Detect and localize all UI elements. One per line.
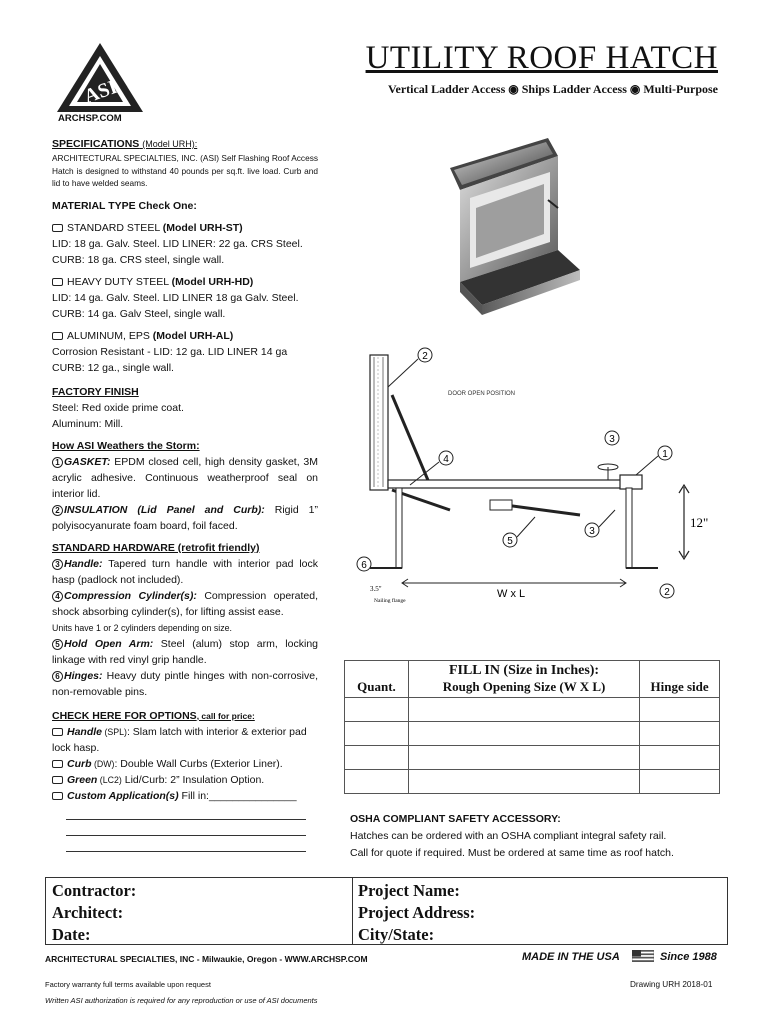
nailing-flange-label: Nailing flange (374, 598, 406, 604)
wxl-dim: W x L (497, 588, 526, 600)
checkbox[interactable] (52, 224, 63, 232)
hardware-item-arm: 5 Hold Open Arm: Steel (alum) stop arm, locking linkage with red vinyl grip handle. (52, 637, 318, 666)
callout-6: 6 (361, 560, 367, 571)
project-info-box (45, 877, 728, 945)
option-custom[interactable]: Custom Application(s) Fill in:_______________ (52, 788, 318, 804)
quant-cell[interactable] (345, 722, 409, 746)
checkbox[interactable] (52, 776, 63, 784)
material-option-aluminum[interactable]: ALUMINUM, EPS (Model URH-AL) (52, 328, 318, 344)
quant-cell[interactable] (345, 770, 409, 794)
drawing-number: Drawing URH 2018-01 (630, 980, 713, 989)
callout-3-lower: 3 (589, 526, 595, 537)
architect-label[interactable]: Architect: (52, 903, 124, 922)
material-option-line: Corrosion Resistant - LID: 12 ga. LID LINER 14 ga (52, 345, 288, 358)
custom-fill-line[interactable] (66, 804, 306, 820)
checkbox[interactable] (52, 278, 63, 286)
option-curb[interactable]: Curb (DW): Double Wall Curbs (Exterior Liner). (52, 756, 318, 772)
checkbox[interactable] (52, 760, 63, 768)
us-flag-icon (632, 950, 654, 962)
checkbox[interactable] (52, 332, 63, 340)
col-hinge: Hinge side (640, 661, 720, 698)
finish-line: Steel: Red oxide prime coat. (52, 401, 184, 414)
finish-line: Aluminum: Mill. (52, 417, 124, 430)
hardware-heading: STANDARD HARDWARE (retrofit friendly) (52, 541, 260, 554)
material-option-line: CURB: 12 ga., single wall. (52, 361, 174, 374)
checkbox[interactable] (52, 792, 63, 800)
date-label[interactable]: Date: (52, 925, 91, 944)
callout-1: 1 (662, 449, 668, 460)
option-green[interactable]: Green (LC2) Lid/Curb: 2” Insulation Option. (52, 772, 318, 788)
page-subtitle: Vertical Ladder Access ◉ Ships Ladder Access ◉ Multi-Purpose (387, 82, 718, 96)
specifications-heading: SPECIFICATIONS (Model URH): (52, 138, 198, 150)
size-cell[interactable] (408, 722, 639, 746)
safety-line: Hatches can be ordered with an OSHA compliant integral safety rail. (350, 830, 667, 842)
logo-text: ASI (81, 75, 121, 108)
section-diagram (340, 335, 740, 610)
col-quant: Quant. (345, 661, 409, 698)
table-row (345, 698, 720, 722)
callout-2-bottom: 2 (664, 587, 670, 598)
hinge-cell[interactable] (640, 746, 720, 770)
callout-3: 3 (609, 434, 615, 445)
table-row (345, 770, 720, 794)
asi-logo (55, 40, 145, 115)
size-cell[interactable] (408, 770, 639, 794)
material-option-line: LID: 18 ga. Galv. Steel. LID LINER: 22 ga. CRS Steel. (52, 237, 303, 250)
material-option-line: LID: 14 ga. Galv. Steel. LID LINER 18 ga Galv. Steel. (52, 291, 299, 304)
door-open-label: DOOR OPEN POSITION (448, 391, 516, 397)
material-heading: MATERIAL TYPE Check One: (52, 199, 197, 212)
contractor-label[interactable]: Contractor: (52, 881, 137, 900)
weathers-heading: How ASI Weathers the Storm: (52, 439, 200, 452)
quant-cell[interactable] (345, 698, 409, 722)
safety-heading: OSHA COMPLIANT SAFETY ACCESSORY: (350, 813, 561, 825)
table-row (345, 722, 720, 746)
options-heading: CHECK HERE FOR OPTIONS, call for price: (52, 709, 255, 722)
col-size-label: Rough Opening Size (W X L) (442, 679, 606, 694)
size-cell[interactable] (408, 698, 639, 722)
material-option-heavy-duty[interactable]: HEAVY DUTY STEEL (Model URH-HD) (52, 274, 318, 290)
company-line: ARCHITECTURAL SPECIALTIES, INC - Milwaukie, Oregon - WWW.ARCHSP.COM (45, 954, 368, 964)
city-state-label[interactable]: City/State: (358, 925, 435, 944)
size-cell[interactable] (408, 746, 639, 770)
table-row (345, 746, 720, 770)
specifications-text: ARCHITECTURAL SPECIALTIES, INC. (ASI) Self Flashing Roof Access Hatch is designed to withstand 40 pounds per sq.ft. live load. Curb and lid to have welded seams. (52, 153, 318, 189)
custom-fill-line[interactable] (66, 820, 306, 836)
material-option-line: CURB: 14 ga. Galv Steel, single wall. (52, 307, 226, 320)
material-option-standard[interactable]: STANDARD STEEL (Model URH-ST) (52, 220, 318, 236)
height-dim: 12" (690, 515, 709, 530)
checkbox[interactable] (52, 728, 63, 736)
project-address-label[interactable]: Project Address: (358, 903, 476, 922)
callout-4: 4 (443, 454, 449, 465)
hardware-item-handle: 3 Handle: Tapered turn handle with interior pad lock hasp (padlock not included). (52, 557, 318, 586)
fill-in-heading: FILL IN (Size in Inches): (448, 663, 600, 678)
warranty-note: Factory warranty full terms available upon request (45, 980, 211, 989)
made-in-usa: MADE IN THE USA (522, 951, 620, 963)
flange-dim: 3.5" (370, 585, 382, 593)
hardware-item-cylinder: 4 Compression Cylinder(s): Compression operated, shock absorbing cylinder(s), for lifting assist ease. (52, 589, 319, 618)
hardware-item-hinges: 6 Hinges: Heavy duty pintle hinges with non-corrosive, non-removable pins. (52, 669, 318, 698)
hardware-note: Units have 1 or 2 cylinders depending on size. (52, 622, 232, 633)
authorization-note: Written ASI authorization is required for any reproduction or use of ASI documents (45, 996, 318, 1005)
logo-url[interactable]: ARCHSP.COM (58, 113, 122, 124)
custom-fill-line[interactable] (66, 836, 306, 852)
callout-2: 2 (422, 351, 428, 362)
quant-cell[interactable] (345, 746, 409, 770)
weathers-item-insulation: 2 INSULATION (Lid Panel and Curb): Rigid 1” polyisocyanurate foam board, foil faced. (52, 503, 318, 532)
safety-line: Call for quote if required. Must be ordered at same time as roof hatch. (350, 847, 674, 859)
project-name-label[interactable]: Project Name: (358, 881, 460, 900)
hinge-cell[interactable] (640, 698, 720, 722)
callout-5: 5 (507, 536, 513, 547)
finish-heading: FACTORY FINISH (52, 385, 139, 398)
page-title: UTILITY ROOF HATCH (365, 40, 718, 76)
hinge-cell[interactable] (640, 770, 720, 794)
left-column (52, 136, 318, 852)
roof-hatch-image (440, 130, 590, 315)
hinge-cell[interactable] (640, 722, 720, 746)
material-option-line: CURB: 18 ga. CRS steel, single wall. (52, 253, 225, 266)
since-year: Since 1988 (660, 951, 717, 963)
fill-in-table (344, 660, 720, 794)
weathers-item-gasket: 1 GASKET: EPDM closed cell, high density gasket, 3M acrylic adhesive. Continuous weatherproof seal on interior lid. (52, 455, 318, 500)
option-handle[interactable]: Handle (SPL): Slam latch with interior & exterior pad lock hasp. (52, 725, 307, 754)
col-size (408, 661, 639, 698)
safety-section (350, 811, 730, 862)
